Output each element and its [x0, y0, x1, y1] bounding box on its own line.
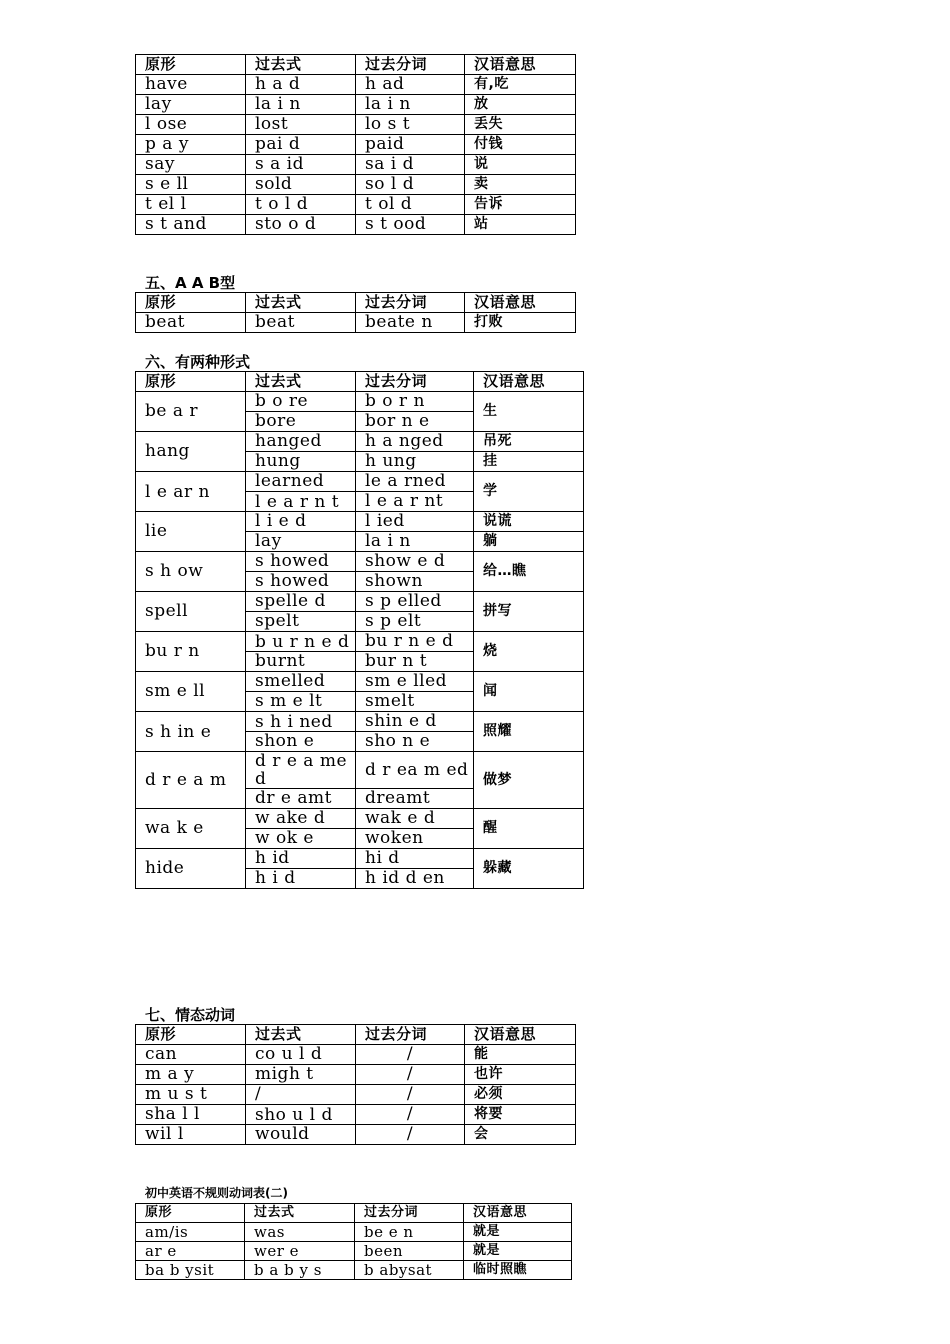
- cell-base-form: sha l l: [136, 1105, 246, 1125]
- cell-chinese-meaning: 醒: [474, 809, 584, 849]
- cell-past-tense: migh t: [246, 1065, 356, 1085]
- cell-chinese-meaning: 生: [474, 392, 584, 432]
- cell-chinese-meaning: 照耀: [474, 712, 584, 752]
- cell-past-tense: b o re: [246, 392, 356, 412]
- table-header-row: [136, 1025, 576, 1045]
- cell-past-tense: b u r n e d: [246, 632, 356, 652]
- table-row: [136, 849, 584, 869]
- cell-base-form: hide: [136, 849, 246, 889]
- cell-past-participle: show e d: [356, 552, 474, 572]
- cell-past-tense: burnt: [246, 652, 356, 672]
- table-row: [136, 1261, 572, 1280]
- cell-base-form: am/is: [136, 1223, 245, 1242]
- cell-past-tense: dr e amt: [246, 789, 356, 809]
- cell-chinese-meaning: 躲藏: [474, 849, 584, 889]
- table-row: [136, 712, 584, 732]
- cell-base-form: say: [136, 155, 246, 175]
- cell-chinese-meaning: 挂: [474, 452, 584, 472]
- cell-past-participle: h id d en: [356, 869, 474, 889]
- cell-base-form: m u s t: [136, 1085, 246, 1105]
- cell-chinese-meaning: 有,吃: [465, 75, 576, 95]
- cell-past-tense: spelle d: [246, 592, 356, 612]
- cell-past-participle: bor n e: [356, 412, 474, 432]
- section-heading-aab: 五、A A B型: [145, 274, 236, 292]
- cell-past-tense: would: [246, 1125, 356, 1145]
- table-header-row: [136, 1204, 572, 1223]
- cell-chinese-meaning: 会: [465, 1125, 576, 1145]
- header-base-form: 原形: [136, 1025, 246, 1045]
- cell-chinese-meaning: 必须: [465, 1085, 576, 1105]
- cell-past-participle: hi d: [356, 849, 474, 869]
- cell-base-form: spell: [136, 592, 246, 632]
- cell-past-participle: /: [356, 1085, 465, 1105]
- cell-past-tense: s m e lt: [246, 692, 356, 712]
- table-row: [136, 392, 584, 412]
- cell-base-form: have: [136, 75, 246, 95]
- cell-past-tense: lay: [246, 532, 356, 552]
- table-row: [136, 155, 576, 175]
- cell-past-participle: shin e d: [356, 712, 474, 732]
- table-row: [136, 1045, 576, 1065]
- cell-chinese-meaning: 站: [465, 215, 576, 235]
- cell-base-form: lie: [136, 512, 246, 552]
- header-base-form: 原形: [136, 372, 246, 392]
- cell-base-form: ar e: [136, 1242, 245, 1261]
- cell-past-participle: la i n: [356, 532, 474, 552]
- cell-past-tense: learned: [246, 472, 356, 492]
- cell-past-participle: h ad: [356, 75, 465, 95]
- cell-chinese-meaning: 卖: [465, 175, 576, 195]
- cell-base-form: s h ow: [136, 552, 246, 592]
- table-body: [136, 392, 584, 889]
- cell-past-tense: b a b y s: [245, 1261, 355, 1280]
- cell-chinese-meaning: 打败: [465, 313, 576, 333]
- cell-past-participle: b abysat: [355, 1261, 464, 1280]
- cell-chinese-meaning: 拼写: [474, 592, 584, 632]
- table-row: [136, 512, 584, 532]
- table-row: [136, 313, 576, 333]
- cell-base-form: beat: [136, 313, 246, 333]
- table-row: [136, 135, 576, 155]
- cell-past-participle: s p elled: [356, 592, 474, 612]
- cell-base-form: be a r: [136, 392, 246, 432]
- header-past-tense: 过去式: [246, 1025, 356, 1045]
- cell-past-tense: shon e: [246, 732, 356, 752]
- cell-past-tense: s howed: [246, 572, 356, 592]
- irregular-verb-table-two: [135, 1203, 572, 1280]
- cell-past-tense: smelled: [246, 672, 356, 692]
- cell-past-tense: beat: [246, 313, 356, 333]
- cell-base-form: lay: [136, 95, 246, 115]
- table-row: [136, 752, 584, 789]
- cell-past-participle: /: [356, 1045, 465, 1065]
- header-past-tense: 过去式: [246, 293, 356, 313]
- header-past-tense: 过去式: [245, 1204, 355, 1223]
- cell-past-participle: so l d: [356, 175, 465, 195]
- cell-past-tense: w ok e: [246, 829, 356, 849]
- cell-chinese-meaning: 能: [465, 1045, 576, 1065]
- cell-past-participle: paid: [356, 135, 465, 155]
- cell-past-participle: /: [356, 1065, 465, 1085]
- table-row: [136, 1085, 576, 1105]
- table-row: [136, 215, 576, 235]
- cell-past-participle: le a rned: [356, 472, 474, 492]
- cell-base-form: hang: [136, 432, 246, 472]
- cell-past-participle: shown: [356, 572, 474, 592]
- header-chinese-meaning: 汉语意思: [465, 1025, 576, 1045]
- header-past-tense: 过去式: [246, 55, 356, 75]
- cell-past-tense: co u l d: [246, 1045, 356, 1065]
- header-past-tense: 过去式: [246, 372, 356, 392]
- table-row: [136, 1242, 572, 1261]
- header-base-form: 原形: [136, 1204, 245, 1223]
- cell-base-form: p a y: [136, 135, 246, 155]
- table-row: [136, 472, 584, 492]
- section-heading-table-two: 初中英语不规则动词表(二): [145, 1186, 288, 1200]
- table-row: [136, 809, 584, 829]
- cell-past-participle: l ied: [356, 512, 474, 532]
- table-row: [136, 75, 576, 95]
- cell-past-tense: s h i ned: [246, 712, 356, 732]
- irregular-verb-table-two-forms: [135, 371, 584, 889]
- table-row: [136, 672, 584, 692]
- cell-past-tense: sto o d: [246, 215, 356, 235]
- cell-past-participle: /: [356, 1105, 465, 1125]
- cell-base-form: l e ar n: [136, 472, 246, 512]
- cell-chinese-meaning: 说: [465, 155, 576, 175]
- header-past-participle: 过去分词: [355, 1204, 464, 1223]
- table-row: [136, 632, 584, 652]
- cell-chinese-meaning: 说谎: [474, 512, 584, 532]
- header-base-form: 原形: [136, 55, 246, 75]
- header-chinese-meaning: 汉语意思: [464, 1204, 572, 1223]
- header-base-form: 原形: [136, 293, 246, 313]
- cell-past-tense: t o l d: [246, 195, 356, 215]
- cell-past-tense: hanged: [246, 432, 356, 452]
- irregular-verb-table-aab: [135, 292, 576, 333]
- header-chinese-meaning: 汉语意思: [465, 55, 576, 75]
- cell-past-participle: sa i d: [356, 155, 465, 175]
- cell-past-participle: be e n: [355, 1223, 464, 1242]
- cell-past-participle: bu r n e d: [356, 632, 474, 652]
- cell-base-form: m a y: [136, 1065, 246, 1085]
- cell-past-tense: d r e a med: [246, 752, 356, 789]
- cell-past-participle: sm e lled: [356, 672, 474, 692]
- cell-past-participle: s p elt: [356, 612, 474, 632]
- cell-past-tense: pai d: [246, 135, 356, 155]
- table-row: [136, 195, 576, 215]
- cell-base-form: wil l: [136, 1125, 246, 1145]
- cell-past-tense: s a id: [246, 155, 356, 175]
- table-row: [136, 115, 576, 135]
- cell-past-participle: l e a r nt: [356, 492, 474, 512]
- cell-past-tense: sold: [246, 175, 356, 195]
- cell-past-tense: h i d: [246, 869, 356, 889]
- cell-past-participle: been: [355, 1242, 464, 1261]
- cell-base-form: sm e ll: [136, 672, 246, 712]
- cell-chinese-meaning: 丢失: [465, 115, 576, 135]
- cell-past-participle: dreamt: [356, 789, 474, 809]
- cell-past-tense: /: [246, 1085, 356, 1105]
- cell-base-form: t el l: [136, 195, 246, 215]
- cell-past-participle: d r ea m ed: [356, 752, 474, 789]
- cell-past-participle: wak e d: [356, 809, 474, 829]
- cell-chinese-meaning: 烧: [474, 632, 584, 672]
- table-header-row: [136, 55, 576, 75]
- cell-past-participle: woken: [356, 829, 474, 849]
- header-past-participle: 过去分词: [356, 1025, 465, 1045]
- header-past-participle: 过去分词: [356, 372, 474, 392]
- cell-base-form: wa k e: [136, 809, 246, 849]
- table-row: [136, 175, 576, 195]
- cell-chinese-meaning: 就是: [464, 1223, 572, 1242]
- cell-past-tense: spelt: [246, 612, 356, 632]
- table-body: [136, 313, 576, 333]
- cell-past-participle: bur n t: [356, 652, 474, 672]
- cell-past-participle: h a nged: [356, 432, 474, 452]
- cell-base-form: s e ll: [136, 175, 246, 195]
- table-row: [136, 432, 584, 452]
- cell-past-tense: l e a r n t: [246, 492, 356, 512]
- cell-past-participle: /: [356, 1125, 465, 1145]
- cell-past-tense: lost: [246, 115, 356, 135]
- table-row: [136, 95, 576, 115]
- cell-chinese-meaning: 就是: [464, 1242, 572, 1261]
- cell-base-form: l ose: [136, 115, 246, 135]
- cell-past-tense: sho u l d: [246, 1105, 356, 1125]
- irregular-verb-table-abb: [135, 54, 576, 235]
- cell-past-tense: was: [245, 1223, 355, 1242]
- cell-past-participle: t ol d: [356, 195, 465, 215]
- cell-past-participle: b o r n: [356, 392, 474, 412]
- cell-base-form: bu r n: [136, 632, 246, 672]
- cell-past-tense: hung: [246, 452, 356, 472]
- cell-base-form: can: [136, 1045, 246, 1065]
- table-row: [136, 1105, 576, 1125]
- cell-chinese-meaning: 学: [474, 472, 584, 512]
- cell-base-form: s h in e: [136, 712, 246, 752]
- cell-past-tense: h a d: [246, 75, 356, 95]
- table-row: [136, 592, 584, 612]
- cell-chinese-meaning: 付钱: [465, 135, 576, 155]
- table-row: [136, 552, 584, 572]
- table-body: [136, 75, 576, 235]
- cell-chinese-meaning: 吊死: [474, 432, 584, 452]
- cell-past-tense: l i e d: [246, 512, 356, 532]
- cell-chinese-meaning: 做梦: [474, 752, 584, 809]
- table-header-row: [136, 293, 576, 313]
- cell-past-participle: s t ood: [356, 215, 465, 235]
- cell-past-tense: w ake d: [246, 809, 356, 829]
- cell-base-form: ba b ysit: [136, 1261, 245, 1280]
- cell-past-participle: la i n: [356, 95, 465, 115]
- section-heading-two-forms: 六、有两种形式: [145, 353, 251, 371]
- cell-chinese-meaning: 告诉: [465, 195, 576, 215]
- cell-base-form: d r e a m: [136, 752, 246, 809]
- cell-chinese-meaning: 也许: [465, 1065, 576, 1085]
- header-chinese-meaning: 汉语意思: [465, 293, 576, 313]
- table-body: [136, 1045, 576, 1145]
- cell-chinese-meaning: 放: [465, 95, 576, 115]
- cell-past-tense: s howed: [246, 552, 356, 572]
- cell-past-participle: h ung: [356, 452, 474, 472]
- cell-past-tense: la i n: [246, 95, 356, 115]
- cell-past-tense: wer e: [245, 1242, 355, 1261]
- modal-verb-table: [135, 1024, 576, 1145]
- cell-past-participle: sho n e: [356, 732, 474, 752]
- header-chinese-meaning: 汉语意思: [474, 372, 584, 392]
- section-heading-modal-verbs: 七、情态动词: [145, 1006, 236, 1024]
- table-row: [136, 1223, 572, 1242]
- header-past-participle: 过去分词: [356, 293, 465, 313]
- table-row: [136, 1125, 576, 1145]
- cell-past-participle: lo s t: [356, 115, 465, 135]
- cell-base-form: s t and: [136, 215, 246, 235]
- cell-chinese-meaning: 闻: [474, 672, 584, 712]
- cell-chinese-meaning: 临时照瞧: [464, 1261, 572, 1280]
- table-header-row: [136, 372, 584, 392]
- cell-chinese-meaning: 躺: [474, 532, 584, 552]
- cell-chinese-meaning: 将要: [465, 1105, 576, 1125]
- table-row: [136, 1065, 576, 1085]
- cell-past-participle: beate n: [356, 313, 465, 333]
- cell-past-tense: h id: [246, 849, 356, 869]
- table-body: [136, 1223, 572, 1280]
- header-past-participle: 过去分词: [356, 55, 465, 75]
- cell-past-tense: bore: [246, 412, 356, 432]
- cell-chinese-meaning: 给…瞧: [474, 552, 584, 592]
- cell-past-participle: smelt: [356, 692, 474, 712]
